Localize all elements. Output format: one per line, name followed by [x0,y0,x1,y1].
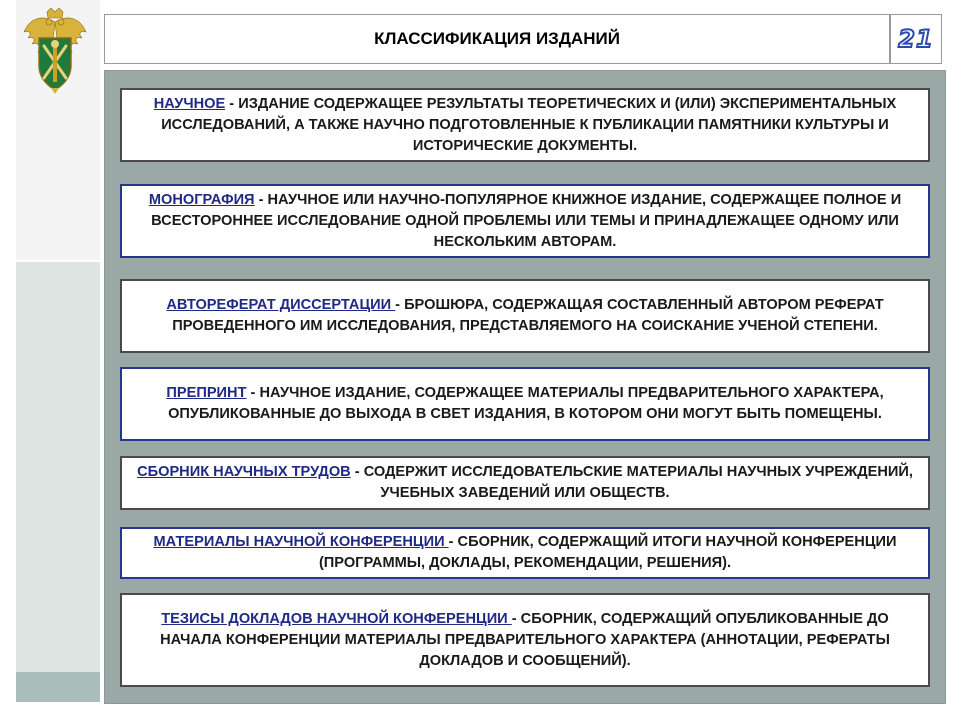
definition-card-scientific [120,88,930,162]
definition-term: НАУЧНОЕ [153,95,226,112]
definition-term: СБОРНИК НАУЧНЫХ ТРУДОВ [137,464,351,480]
page-number-box [890,14,942,64]
definition-text: - НАУЧНОЕ ИЛИ НАУЧНО-ПОПУЛЯРНОЕ КНИЖНОЕ ИЗДАНИЕ, СОДЕРЖАЩЕЕ ПОЛНОЕ И ВСЕСТОРОННЕЕ ИССЛЕДОВАНИЕ ОДНОЙ ПРОБЛЕМЫ ИЛИ ТЕМЫ И ПРИНАДЛЕЖАЩЕЕ ОДНОМУ ИЛИ НЕСКОЛЬКИМ АВТОРАМ. [151,191,902,250]
definition-text: - НАУЧНОЕ ИЗДАНИЕ, СОДЕРЖАЩЕЕ МАТЕРИАЛЫ ПРЕДВАРИТЕЛЬНОГО ХАРАКТЕРА, ОПУБЛИКОВАННЫЕ ДО ВЫХОДА В СВЕТ ИЗДАНИЯ, В КОТОРОМ ОНИ МОГУТ БЫТЬ ПОМЕЩЕНЫ. [168,385,884,422]
definition-card-conference-theses [120,593,930,687]
left-strip-dark [16,672,100,702]
definition-term: ТЕЗИСЫ ДОКЛАДОВ НАУЧНОЙ КОНФЕРЕНЦИИ [161,610,512,627]
coat-of-arms-emblem [22,8,88,94]
definition-card-preprint [120,367,930,441]
definition-card-conference-materials [120,527,930,579]
left-strip-mint [16,262,100,672]
definition-card-dissertation-abstract [120,279,930,353]
definition-text: - СБОРНИК, СОДЕРЖАЩИЙ ОПУБЛИКОВАННЫЕ ДО НАЧАЛА КОНФЕРЕНЦИИ МАТЕРИАЛЫ ПРЕДВАРИТЕЛЬНОГО ХАРАКТЕРА (АННОТАЦИИ, РЕФЕРАТЫ ДОКЛАДОВ И СООБЩЕНИЙ). [160,610,890,669]
definition-text: - СБОРНИК, СОДЕРЖАЩИЙ ИТОГИ НАУЧНОЙ КОНФЕРЕНЦИИ (ПРОГРАММЫ, ДОКЛАДЫ, РЕКОМЕНДАЦИИ, РЕШЕНИЯ). [318,534,897,571]
definition-term: АВТОРЕФЕРАТ ДИССЕРТАЦИИ [166,297,396,313]
definition-text: - ИЗДАНИЕ СОДЕРЖАЩЕЕ РЕЗУЛЬТАТЫ ТЕОРЕТИЧЕСКИХ И (ИЛИ) ЭКСПЕРИМЕНТАЛЬНЫХ ИССЛЕДОВАНИЙ, А ТАКЖЕ НАУЧНО ПОДГОТОВЛЕННЫЕ К ПУБЛИКАЦИИ ПАМЯТНИКИ КУЛЬТУРЫ И ИСТОРИЧЕСКИЕ ДОКУМЕНТЫ. [161,95,897,154]
definition-card-monograph [120,184,930,258]
definition-term: МОНОГРАФИЯ [148,191,255,208]
slide-title: КЛАССИФИКАЦИЯ ИЗДАНИЙ [104,14,890,64]
definition-term: МАТЕРИАЛЫ НАУЧНОЙ КОНФЕРЕНЦИИ [153,534,449,550]
definition-term: ПРЕПРИНТ [166,385,247,401]
definition-card-proceedings [120,456,930,510]
definition-text: - БРОШЮРА, СОДЕРЖАЩАЯ СОСТАВЛЕННЫЙ АВТОРОМ РЕФЕРАТ ПРОВЕДЕННОГО ИМ ИССЛЕДОВАНИЯ, ПРЕДСТАВЛЯЕМОГО НА СОИСКАНИЕ УЧЕНОЙ СТЕПЕНИ. [172,297,884,334]
page-number: 21 [898,25,934,53]
left-decor-strip [16,0,100,720]
definition-text: - СОДЕРЖИТ ИССЛЕДОВАТЕЛЬСКИЕ МАТЕРИАЛЫ НАУЧНЫХ УЧРЕЖДЕНИЙ, УЧЕБНЫХ ЗАВЕДЕНИЙ ИЛИ ОБЩЕСТВ. [350,464,913,501]
